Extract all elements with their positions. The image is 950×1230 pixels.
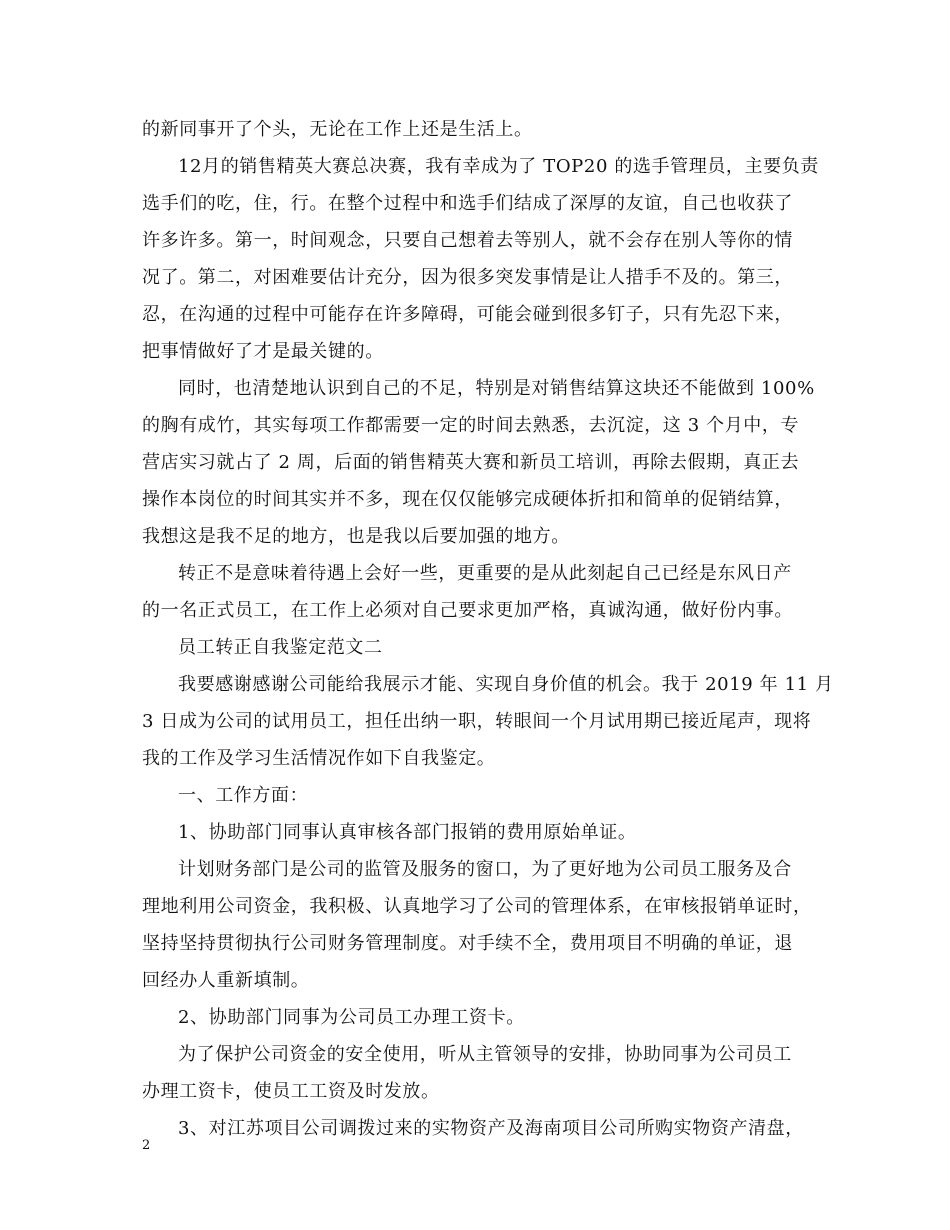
text-line: 为了保护公司资金的安全使用，听从主管领导的安排，协助同事为公司员工 <box>178 1044 792 1065</box>
text-line: 操作本岗位的时间其实并不多，现在仅仅能够完成硬体折扣和简单的促销结算， <box>142 489 793 510</box>
text-line: 我要感谢感谢公司能给我展示才能、实现自身价值的机会。我于 2019 年 11 月 <box>178 674 834 695</box>
text-line: 同时，也清楚地认识到自己的不足，特别是对销售结算这块还不能做到 100% <box>178 378 815 399</box>
text-line: 12月的销售精英大赛总决赛，我有幸成为了 TOP20 的选手管理员，主要负责 <box>178 156 819 177</box>
text-line: 计划财务部门是公司的监管及服务的窗口，为了更好地为公司员工服务及合 <box>178 859 792 880</box>
text-line: 的新同事开了个头，无论在工作上还是生活上。 <box>142 119 533 140</box>
text-line: 况了。第二，对困难要估计充分，因为很多突发事情是让人措手不及的。第三， <box>142 267 793 288</box>
subsection-heading: 一、工作方面： <box>178 785 309 806</box>
list-item: 3、对江苏项目公司调拨过来的实物资产及海南项目公司所购实物资产清盘， <box>178 1118 804 1139</box>
section-heading: 员工转正自我鉴定范文二 <box>178 637 383 658</box>
text-line: 营店实习就占了 2 周，后面的销售精英大赛和新员工培训，再除去假期，真正去 <box>142 452 800 473</box>
text-line: 转正不是意味着待遇上会好一些，更重要的是从此刻起自己已经是东风日产 <box>178 563 792 584</box>
text-line: 我想这是我不足的地方，也是我以后要加强的地方。 <box>142 526 570 547</box>
text-line: 的胸有成竹，其实每项工作都需要一定的时间去熟悉，去沉淀，这 3 个月中，专 <box>142 415 800 436</box>
text-line: 理地利用公司资金，我积极、认真地学习了公司的管理体系，在审核报销单证时， <box>142 896 812 917</box>
text-line: 办理工资卡，使员工工资及时发放。 <box>142 1081 440 1102</box>
text-line: 我的工作及学习生活情况作如下自我鉴定。 <box>142 748 496 769</box>
list-item: 1、协助部门同事认真审核各部门报销的费用原始单证。 <box>178 822 637 843</box>
text-line: 选手们的吃，住，行。在整个过程中和选手们结成了深厚的友谊，自己也收获了 <box>142 193 793 214</box>
text-line: 许多许多。第一，时间观念，只要自己想着去等别人，就不会存在别人等你的情 <box>142 230 793 251</box>
text-line: 的一名正式员工，在工作上必须对自己要求更加严格，真诚沟通，做好份内事。 <box>142 600 793 621</box>
text-line: 把事情做好了才是最关键的。 <box>142 341 384 362</box>
list-item: 2、协助部门同事为公司员工办理工资卡。 <box>178 1007 525 1028</box>
text-line: 坚持坚持贯彻执行公司财务管理制度。对手续不全，费用项目不明确的单证，退 <box>142 933 793 954</box>
page-number: 2 <box>142 1138 151 1153</box>
text-line: 回经办人重新填制。 <box>142 970 310 991</box>
text-line: 忍，在沟通的过程中可能存在许多障碍，可能会碰到很多钉子，只有先忍下来， <box>142 304 793 325</box>
text-line: 3 日成为公司的试用员工，担任出纳一职，转眼间一个月试用期已接近尾声，现将 <box>142 711 812 732</box>
